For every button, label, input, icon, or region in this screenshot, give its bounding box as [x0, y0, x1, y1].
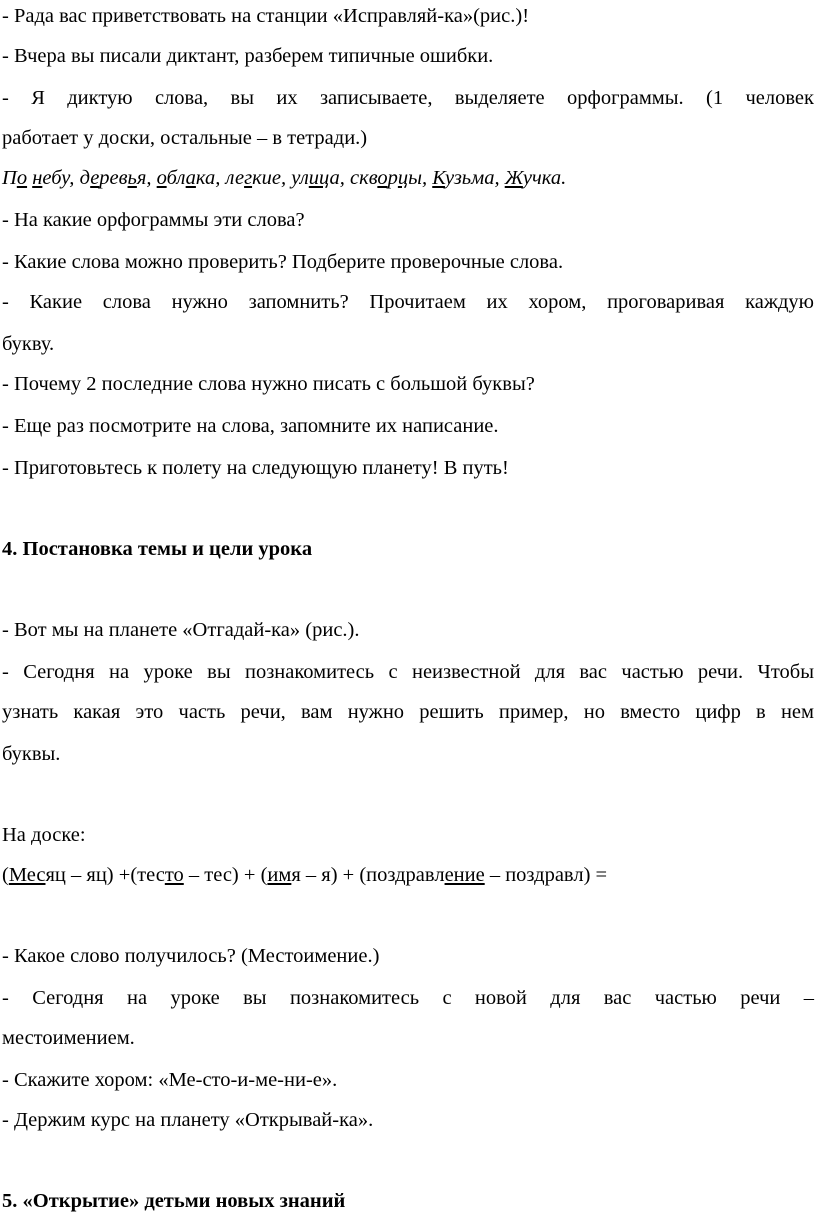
- dictation-word: скворцы,: [350, 167, 433, 189]
- text-line: - Сегодня на уроке вы познакомитесь с неизвестной для вас частью речи. Чтобы: [2, 661, 814, 683]
- text-line: - Я диктую слова, вы их записываете, выделяете орфограммы. (1 человек: [2, 87, 814, 109]
- text-line: - Какое слово получилось? (Местоимение.): [2, 945, 380, 967]
- text-line: - Скажите хором: «Ме-сто-и-ме-ни-е».: [2, 1069, 338, 1091]
- board-equation: (Месяц – яц) +(тесто – тес) + (имя – я) + (поздравление – поздравл) =: [2, 864, 608, 886]
- text-line: - Вот мы на планете «Отгадай-ка» (рис.).: [2, 619, 360, 641]
- text-line: - Сегодня на уроке вы познакомитесь с новой для вас частью речи –: [2, 987, 814, 1009]
- text-line: - Держим курс на планету «Открывай-ка».: [2, 1109, 374, 1131]
- text-line: местоимением.: [2, 1027, 135, 1049]
- dictation-word: легкие,: [225, 167, 292, 189]
- text-line: буквы.: [2, 743, 61, 765]
- text-line: - Еще раз посмотрите на слова, запомните их написание.: [2, 415, 499, 437]
- text-line: букву.: [2, 333, 55, 355]
- dictation-word: улица,: [291, 167, 351, 189]
- section-heading: 5. «Открытие» детьми новых знаний: [2, 1190, 346, 1212]
- section-heading: 4. Постановка темы и цели урока: [2, 538, 313, 560]
- dictation-word: По небу,: [2, 167, 80, 189]
- text-line: работает у доски, остальные – в тетради.): [2, 127, 368, 149]
- text-line: - Почему 2 последние слова нужно писать с большой буквы?: [2, 373, 535, 395]
- text-line: - На какие орфограммы эти слова?: [2, 209, 305, 231]
- text-line: узнать какая это часть речи, вам нужно решить пример, но вместо цифр в нем: [2, 701, 814, 723]
- text-line: - Какие слова нужно запомнить? Прочитаем их хором, проговаривая каждую: [2, 291, 814, 313]
- dictation-word: Кузьма,: [432, 167, 505, 189]
- dictation-words: [2, 166, 566, 190]
- board-label: На доске:: [2, 824, 86, 846]
- text-line: - Какие слова можно проверить? Подберите проверочные слова.: [2, 251, 564, 273]
- dictation-word: Жучка.: [504, 167, 567, 189]
- text-line: - Вчера вы писали диктант, разберем типичные ошибки.: [2, 45, 494, 67]
- dictation-word: деревья,: [79, 167, 157, 189]
- dictation-word: облака,: [156, 167, 226, 189]
- text-line: - Приготовьтесь к полету на следующую планету! В путь!: [2, 457, 509, 479]
- text-line: - Рада вас приветствовать на станции «Исправляй-ка»(рис.)!: [2, 5, 530, 27]
